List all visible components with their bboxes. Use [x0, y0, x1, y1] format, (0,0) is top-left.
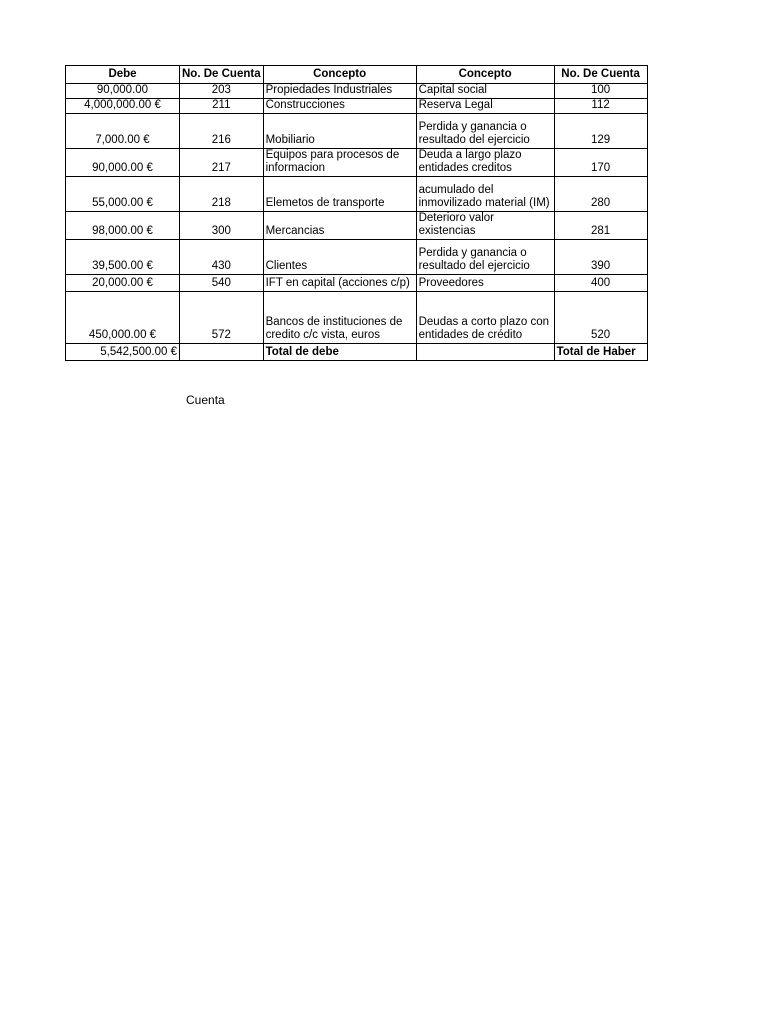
cell-concepto-1: Equipos para procesos de informacion — [263, 149, 416, 177]
table-row — [66, 275, 648, 292]
cell-no-cuenta-2: 100 — [554, 84, 647, 99]
header-no-cuenta-2: No. De Cuenta — [554, 66, 647, 84]
cell-concepto-2: Deudas a corto plazo con entidades de crédito — [416, 292, 554, 344]
cell-debe: 4,000,000.00 € — [66, 99, 180, 114]
table-row — [66, 114, 648, 149]
cell-no-cuenta-1: 218 — [180, 177, 264, 212]
header-concepto-1: Concepto — [263, 66, 416, 84]
cell-no-cuenta-1: 216 — [180, 114, 264, 149]
total-debe-label: Total de debe — [263, 344, 416, 361]
cell-concepto-2: Perdida y ganancia o resultado del ejercicio — [416, 114, 554, 149]
total-concepto-2 — [416, 344, 554, 361]
cell-no-cuenta-1: 430 — [180, 240, 264, 275]
table-row — [66, 99, 648, 114]
cuenta-label: Cuenta — [186, 393, 225, 407]
cell-concepto-2: acumulado del inmovilizado material (IM) — [416, 177, 554, 212]
total-debe-value: 5,542,500.00 € — [66, 344, 180, 361]
cell-no-cuenta-1: 217 — [180, 149, 264, 177]
cell-debe: 90,000.00 — [66, 84, 180, 99]
accounts-table — [65, 65, 648, 361]
cell-debe: 90,000.00 € — [66, 149, 180, 177]
cell-debe: 7,000.00 € — [66, 114, 180, 149]
cell-no-cuenta-1: 540 — [180, 275, 264, 292]
cell-concepto-2: Deterioro valor existencias — [416, 212, 554, 240]
cell-concepto-1: Clientes — [263, 240, 416, 275]
cell-debe: 450,000.00 € — [66, 292, 180, 344]
cell-no-cuenta-2: 281 — [554, 212, 647, 240]
cell-no-cuenta-2: 280 — [554, 177, 647, 212]
cell-concepto-2: Perdida y ganancia o resultado del ejercicio — [416, 240, 554, 275]
table-row — [66, 292, 648, 344]
cell-debe: 55,000.00 € — [66, 177, 180, 212]
cell-debe: 98,000.00 € — [66, 212, 180, 240]
cell-no-cuenta-1: 211 — [180, 99, 264, 114]
table-row — [66, 212, 648, 240]
cell-concepto-2: Capital social — [416, 84, 554, 99]
table-row — [66, 177, 648, 212]
cell-no-cuenta-2: 129 — [554, 114, 647, 149]
cell-concepto-2: Reserva Legal — [416, 99, 554, 114]
total-no-cuenta-1 — [180, 344, 264, 361]
header-concepto-2: Concepto — [416, 66, 554, 84]
cell-concepto-1: Construcciones — [263, 99, 416, 114]
cell-no-cuenta-2: 170 — [554, 149, 647, 177]
cell-no-cuenta-2: 112 — [554, 99, 647, 114]
cell-concepto-1: Bancos de instituciones de credito c/c vista, euros — [263, 292, 416, 344]
cell-concepto-1: Mercancias — [263, 212, 416, 240]
header-debe: Debe — [66, 66, 180, 84]
cell-no-cuenta-2: 400 — [554, 275, 647, 292]
cell-no-cuenta-1: 572 — [180, 292, 264, 344]
table-row — [66, 240, 648, 275]
cell-concepto-1: Mobiliario — [263, 114, 416, 149]
cell-no-cuenta-2: 520 — [554, 292, 647, 344]
table-row — [66, 84, 648, 99]
cell-concepto-1: Elemetos de transporte — [263, 177, 416, 212]
cell-debe: 20,000.00 € — [66, 275, 180, 292]
cell-no-cuenta-2: 390 — [554, 240, 647, 275]
table-row — [66, 149, 648, 177]
cell-no-cuenta-1: 203 — [180, 84, 264, 99]
header-row — [66, 66, 648, 84]
cell-no-cuenta-1: 300 — [180, 212, 264, 240]
cell-debe: 39,500.00 € — [66, 240, 180, 275]
header-no-cuenta-1: No. De Cuenta — [180, 66, 264, 84]
cell-concepto-1: Propiedades Industriales — [263, 84, 416, 99]
totals-row — [66, 344, 648, 361]
total-haber-label: Total de Haber — [554, 344, 647, 361]
cell-concepto-2: Deuda a largo plazo entidades creditos — [416, 149, 554, 177]
cell-concepto-2: Proveedores — [416, 275, 554, 292]
cell-concepto-1: IFT en capital (acciones c/p) — [263, 275, 416, 292]
